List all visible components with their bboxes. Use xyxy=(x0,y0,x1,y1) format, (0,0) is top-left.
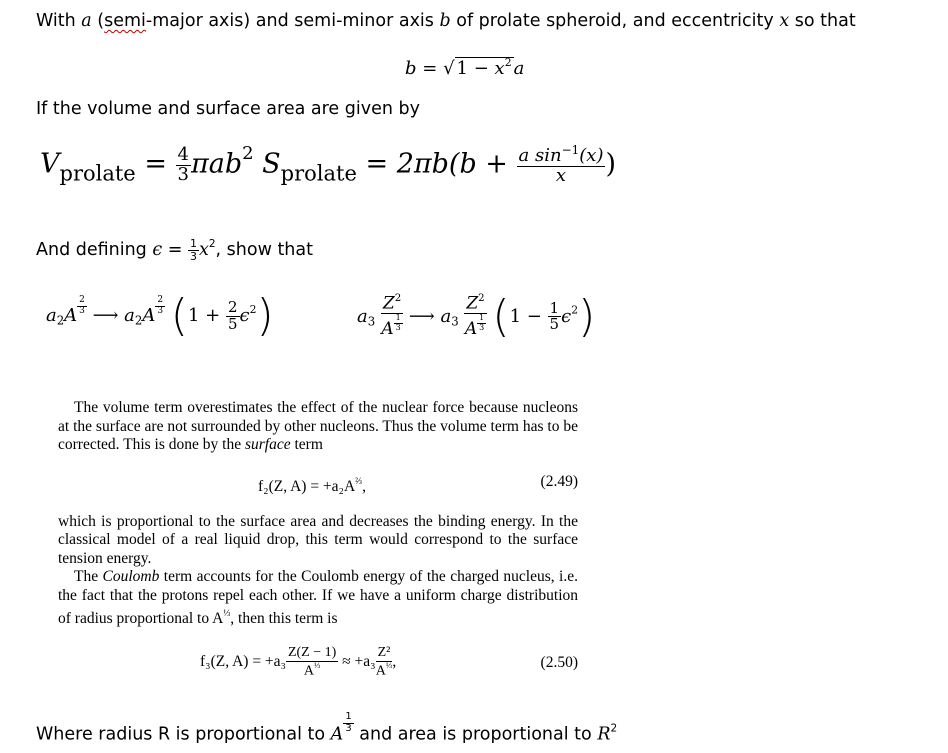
equation-2-50: f₃(Z, A) = +a₃ $\frac{Z(Z - 1)}{A^{\frac{1}{3}}}$ ≈ +a₃ $\frac{\text{Z²}}{A^{\frac{1}{3}}}$ , (2.50) xyxy=(200,645,578,679)
book-excerpt xyxy=(58,399,578,684)
paragraph-surface: which is proportional to the surface area and decreases the binding energy. In the classical model of a real liquid drop, this term would correspond to the surface tension energy. xyxy=(58,512,578,567)
equation-2-49: f₂(Z, $A) = +a_2A^{\frac{2}{3}}$, (2.49) xyxy=(258,472,578,495)
equation-b: b = √ $1 - x^2$ a xyxy=(405,56,525,80)
var-a: a xyxy=(81,11,92,31)
paragraph-volume: The volume term overestimates the effect of the nuclear force because nucleons at the surface are not surrounded by other nucleons. Thus the volume term has to be corrected. This is done by the surface term xyxy=(58,399,578,453)
spellcheck-word[interactable]: semi xyxy=(104,11,146,31)
equation-volume-surface: $V_{prolate}$ = $\frac{4}{3}$ πab$^2$ $S_{prolate} = 2\pi b(b$ + $\frac{a \sin^{-1}(x)}{x}$ ) xyxy=(40,143,617,186)
volume-intro: If the volume and surface area are given by xyxy=(36,99,420,119)
equation-coulomb: $a_3$ $Z^2$ A $\frac{1}{3}$ ⟶ $a_3$ $Z^2$ A $\frac{1}{3}$ (1 − $\frac{1}{5}$ $\epsilon^2$) xyxy=(357,290,596,342)
footer-line: Where radius R is proportional to A $\frac{1}{3}$ and area is proportional to $R^2$ xyxy=(36,711,618,745)
equation-surface: $a_2A$ $\frac{2}{3}$ ⟶ $a_2A$ $\frac{2}{3}$ (1 + $\frac{2}{5}$ $\epsilon^2$) xyxy=(46,290,274,341)
defining-line: And defining ϵ = $\frac{1}{3}$ $x^2$, show that xyxy=(36,237,313,263)
intro-line: With a (semi-major axis) and semi-minor axis b of prolate spheroid, and eccentricity x so that xyxy=(36,11,856,31)
paragraph-coulomb: The Coulomb term accounts for the Coulomb energy of the charged nucleus, i.e. the fact that the protons repel each other. If we have a uniform charge distribution of radius proportional to $A^{\frac{1}{3}}$, then this term is xyxy=(58,568,578,627)
